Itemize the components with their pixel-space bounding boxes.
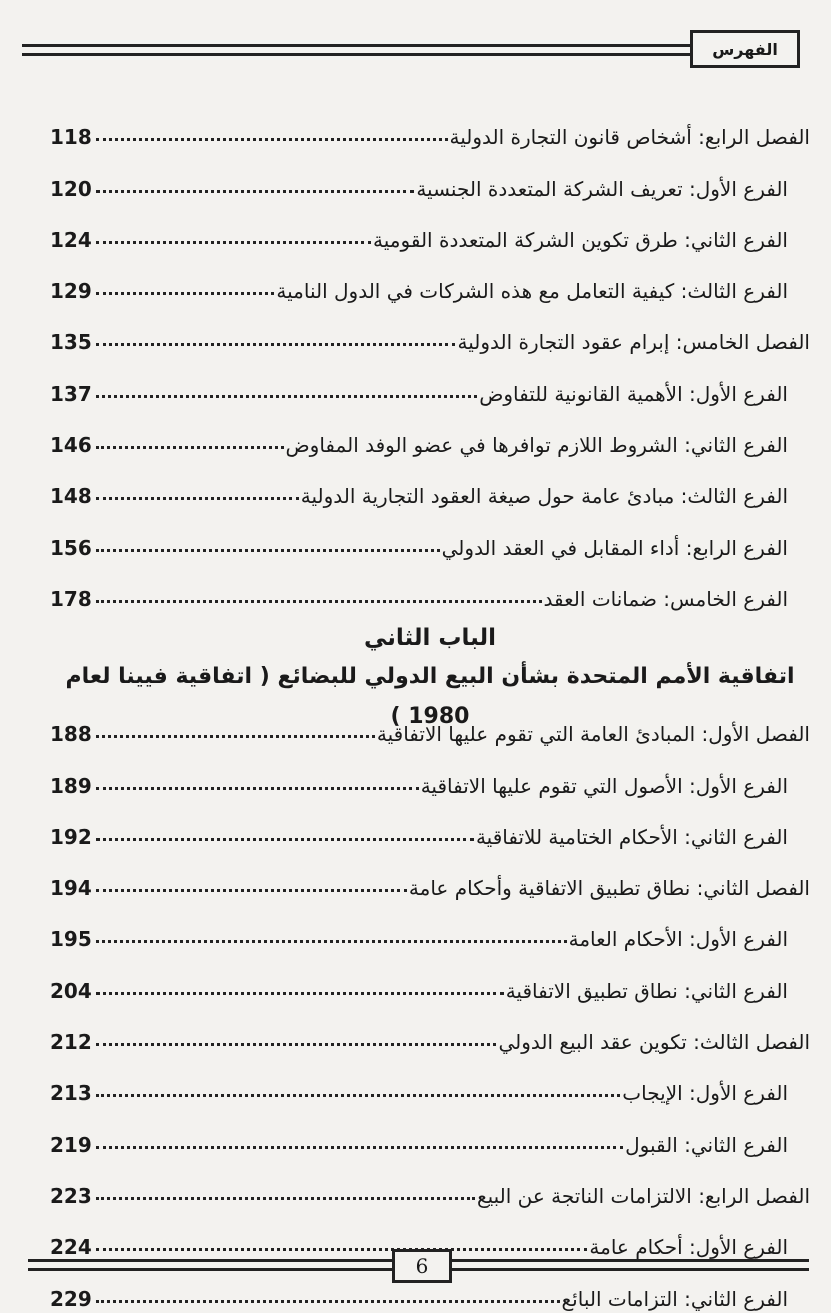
toc-entry-page: 156 [50, 535, 92, 560]
toc-entry-page: 229 [50, 1286, 92, 1311]
toc-entry-page: 189 [50, 773, 92, 798]
dot-leader [96, 1248, 588, 1251]
toc-section-entry[interactable] [50, 800, 810, 851]
dot-leader [96, 600, 542, 603]
dot-leader [96, 1300, 560, 1303]
toc-entry-title: الفرع الأول: الإيجاب [622, 1081, 788, 1106]
toc-entry-title: الفصل الخامس: إبرام عقود التجارة الدولية [457, 330, 810, 355]
dot-leader [96, 497, 299, 500]
toc-entry-title: الفصل الرابع: أشخاص قانون التجارة الدولية [449, 125, 810, 150]
toc-entry-title: الفرع الرابع: أداء المقابل في العقد الدولي [441, 535, 788, 560]
toc-chapter-entry[interactable] [50, 1005, 810, 1056]
toc-entry-title: الفرع الثاني: الأحكام الختامية للاتفاقية [475, 824, 788, 849]
toc-section-entry[interactable] [50, 1056, 810, 1107]
toc-entry-page: 195 [50, 927, 92, 952]
toc-section-a [50, 100, 810, 613]
toc-entry-title: الفرع الثاني: نطاق تطبيق الاتفاقية [505, 978, 788, 1003]
toc-section-entry[interactable] [50, 254, 810, 305]
toc-entry-page: 192 [50, 824, 92, 849]
dot-leader [96, 549, 440, 552]
dot-leader [96, 838, 474, 841]
dot-leader [96, 940, 567, 943]
dot-leader [96, 1197, 475, 1200]
header-rule-bottom [22, 53, 721, 56]
dot-leader [96, 1094, 621, 1097]
toc-entry-title: الفرع الثالث: مبادئ عامة حول صيغة العقود التجارية الدولية [300, 484, 788, 509]
toc-entry-page: 213 [50, 1081, 92, 1106]
dot-leader [96, 190, 415, 193]
toc-entry-title: الفصل الأول: المبادئ العامة التي تقوم عليها الاتفاقية [376, 722, 810, 747]
page-number: 6 [392, 1249, 452, 1283]
toc-entry-page: 224 [50, 1235, 92, 1260]
dot-leader [96, 292, 275, 295]
toc-entry-page: 148 [50, 484, 92, 509]
toc-entry-title: الفرع الأول: تعريف الشركة المتعددة الجنسية [416, 176, 788, 201]
dot-leader [96, 787, 419, 790]
toc-chapter-entry[interactable] [50, 1159, 810, 1210]
toc-entry-page: 137 [50, 381, 92, 406]
toc-entry-title: الفرع الثاني: الشروط اللازم توافرها في عضو الوفد المفاوض [285, 433, 788, 458]
toc-entry-page: 194 [50, 876, 92, 901]
toc-entry-page: 204 [50, 978, 92, 1003]
footer-rule-left-top [28, 1259, 392, 1262]
toc-entry-title: الفصل الثالث: تكوين عقد البيع الدولي [498, 1030, 810, 1055]
footer-rule-right-top [452, 1259, 809, 1262]
part-title: الباب الثاني [363, 624, 497, 651]
toc-entry-page: 223 [50, 1183, 92, 1208]
toc-section-entry[interactable] [50, 562, 810, 613]
toc-chapter-entry[interactable] [50, 851, 810, 902]
toc-entry-title: الفرع الثاني: التزامات البائع [561, 1286, 788, 1311]
toc-section-entry[interactable] [50, 356, 810, 407]
toc-entry-title: الفرع الثاني: طرق تكوين الشركة المتعددة القومية [373, 227, 788, 252]
toc-entry-page: 178 [50, 586, 92, 611]
part-subtitle: اتفاقية الأمم المتحدة بشأن البيع الدولي للبضائع ( اتفاقية فيينا لعام 1980 ) [65, 663, 795, 729]
toc-entry-title: الفرع الأول: الأهمية القانونية للتفاوض [479, 381, 788, 406]
dot-leader [96, 446, 284, 449]
toc-section-entry[interactable] [50, 953, 810, 1004]
toc-entry-title: الفرع الأول: الأصول التي تقوم عليها الاتفاقية [420, 773, 788, 798]
toc-entry-title: الفرع الخامس: ضمانات العقد [543, 586, 788, 611]
toc-section-entry[interactable] [50, 408, 810, 459]
toc-entry-page: 118 [50, 125, 92, 150]
dot-leader [96, 241, 371, 244]
dot-leader [96, 1146, 623, 1149]
toc-entry-page: 146 [50, 433, 92, 458]
toc-entry-page: 219 [50, 1132, 92, 1157]
toc-entry-title: الفصل الرابع: الالتزامات الناتجة عن البيع [476, 1183, 810, 1208]
dot-leader [96, 889, 407, 892]
toc-section-entry[interactable] [50, 1107, 810, 1158]
toc-chapter-entry[interactable] [50, 305, 810, 356]
toc-entry-page: 124 [50, 227, 92, 252]
dot-leader [96, 992, 504, 995]
toc-entry-page: 120 [50, 176, 92, 201]
toc-entry-page: 212 [50, 1030, 92, 1055]
toc-entry-title: الفرع الثاني: القبول [625, 1132, 788, 1157]
toc-entry-page: 129 [50, 279, 92, 304]
toc-section-entry[interactable] [50, 902, 810, 953]
toc-section-b [50, 697, 810, 1313]
footer-rule-left-bottom [28, 1268, 392, 1271]
footer-rule-right-bottom [452, 1268, 809, 1271]
toc-section-entry[interactable] [50, 203, 810, 254]
header-label: الفهرس [690, 30, 800, 68]
toc-section-entry[interactable] [50, 459, 810, 510]
toc-entry-title: الفصل الثاني: نطاق تطبيق الاتفاقية وأحكام عامة [408, 876, 810, 901]
toc-entry-page: 135 [50, 330, 92, 355]
table-of-contents [50, 100, 810, 1313]
toc-entry-title: الفرع الأول: أحكام عامة [589, 1235, 788, 1260]
toc-entry-title: الفرع الثالث: كيفية التعامل مع هذه الشركات في الدول النامية [276, 279, 788, 304]
dot-leader [96, 735, 375, 738]
header-rule-top [22, 44, 721, 47]
toc-section-entry[interactable] [50, 748, 810, 799]
dot-leader [96, 1043, 497, 1046]
toc-chapter-entry[interactable] [50, 100, 810, 151]
toc-section-entry[interactable] [50, 151, 810, 202]
dot-leader [96, 395, 477, 398]
toc-entry-page: 188 [50, 722, 92, 747]
dot-leader [96, 343, 456, 346]
dot-leader [96, 138, 448, 141]
toc-entry-title: الفرع الأول: الأحكام العامة [568, 927, 788, 952]
toc-section-entry[interactable] [50, 510, 810, 561]
